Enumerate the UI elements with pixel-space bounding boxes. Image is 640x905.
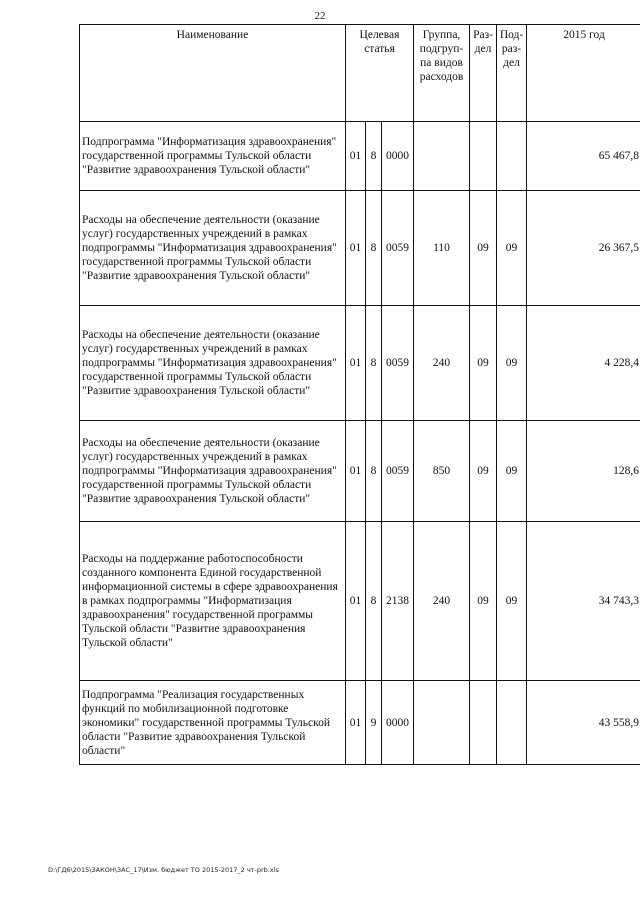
row-target-1: 01	[346, 522, 366, 681]
row-target-2: 8	[366, 191, 382, 306]
row-target-3: 0059	[382, 306, 414, 421]
row-target-3: 0000	[382, 122, 414, 191]
row-target-3: 2138	[382, 522, 414, 681]
row-target-1: 01	[346, 306, 366, 421]
table-row	[80, 522, 640, 681]
row-section: 09	[470, 421, 497, 522]
table-row	[80, 306, 640, 421]
row-target-1: 01	[346, 421, 366, 522]
table-header-row	[80, 25, 640, 122]
row-name: Расходы на обеспечение деятельности (оказание услуг) государственных учреждений в рамках подпрограммы "Информатизация здравоохранения" государственной программы Тульской области "Развитие здравоохранения Тульской области"	[80, 421, 346, 522]
row-name: Подпрограмма "Реализация государственных функций по мобилизационной подготовке экономики" государственной программы Тульской области "Развитие здравоохранения Тульской области"	[80, 681, 346, 765]
table-row	[80, 122, 640, 191]
row-target-1: 01	[346, 122, 366, 191]
row-group: 850	[414, 421, 470, 522]
row-name: Расходы на поддержание работоспособности созданного компонента Единой государственной информационной системы в сфере здравоохранения в рамках подпрограммы "Информатизация здравоохранения" государственной программы Тульской области "Развитие здравоохранения Тульской области"	[80, 522, 346, 681]
table-row	[80, 421, 640, 522]
row-target-3: 0000	[382, 681, 414, 765]
row-group: 240	[414, 522, 470, 681]
header-subsection: Под-раз-дел	[497, 25, 527, 122]
row-target-1: 01	[346, 191, 366, 306]
row-group: 240	[414, 306, 470, 421]
row-target-1: 01	[346, 681, 366, 765]
table-row	[80, 191, 640, 306]
row-subsection: 09	[497, 421, 527, 522]
page-number: 22	[314, 10, 326, 22]
row-name: Расходы на обеспечение деятельности (оказание услуг) государственных учреждений в рамках подпрограммы "Информатизация здравоохранения" государственной программы Тульской области "Развитие здравоохранения Тульской области"	[80, 191, 346, 306]
row-target-2: 8	[366, 522, 382, 681]
table-row	[80, 681, 640, 765]
row-subsection	[497, 122, 527, 191]
budget-table	[79, 24, 640, 765]
footer-file-path: D:\ГД6\2015\ЗАКОН\ЗАС_17\Изм. бюджет ТО 2015-2017_2 чт-prb.xls	[48, 866, 279, 874]
row-section	[470, 122, 497, 191]
header-name: Наименование	[80, 25, 346, 122]
row-target-2: 8	[366, 306, 382, 421]
row-amount: 43 558,9	[527, 681, 640, 765]
row-subsection: 09	[497, 191, 527, 306]
row-target-2: 9	[366, 681, 382, 765]
row-amount: 34 743,3	[527, 522, 640, 681]
row-subsection	[497, 681, 527, 765]
header-year: 2015 год	[527, 25, 640, 122]
header-group: Группа, подгруп-па видов расходов	[414, 25, 470, 122]
row-section	[470, 681, 497, 765]
row-amount: 4 228,4	[527, 306, 640, 421]
row-name: Подпрограмма "Информатизация здравоохранения" государственной программы Тульской области "Развитие здравоохранения Тульской области"	[80, 122, 346, 191]
row-target-2: 8	[366, 421, 382, 522]
row-amount: 128,6	[527, 421, 640, 522]
row-group: 110	[414, 191, 470, 306]
row-section: 09	[470, 522, 497, 681]
row-target-2: 8	[366, 122, 382, 191]
row-group	[414, 681, 470, 765]
row-target-3: 0059	[382, 191, 414, 306]
header-section: Раз-дел	[470, 25, 497, 122]
row-subsection: 09	[497, 306, 527, 421]
row-subsection: 09	[497, 522, 527, 681]
row-amount: 65 467,8	[527, 122, 640, 191]
row-amount: 26 367,5	[527, 191, 640, 306]
row-group	[414, 122, 470, 191]
row-name: Расходы на обеспечение деятельности (оказание услуг) государственных учреждений в рамках подпрограммы "Информатизация здравоохранения" государственной программы Тульской области "Развитие здравоохранения Тульской области"	[80, 306, 346, 421]
row-target-3: 0059	[382, 421, 414, 522]
row-section: 09	[470, 191, 497, 306]
header-target: Целевая статья	[346, 25, 414, 122]
row-section: 09	[470, 306, 497, 421]
